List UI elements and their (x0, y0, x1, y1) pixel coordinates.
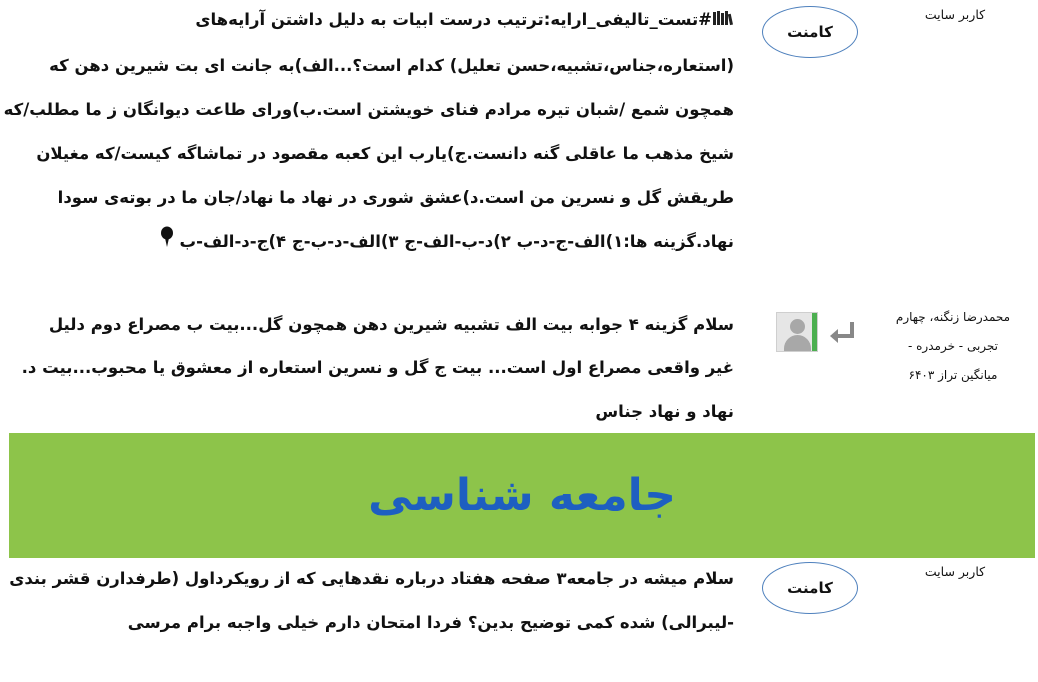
reply-arrow-icon (826, 318, 858, 346)
books-icon (712, 1, 734, 41)
post1-line-6 (22, 220, 734, 264)
post1-line-3: همچون شمع /شبان تیره مرادم فنای خویشتن است.ب)ورای طاعت دیوانگان ز ما مطلب/که (3, 100, 734, 119)
pushpin-icon (160, 221, 174, 265)
post1-line-4: شیخ مذهب ما عاقلی گنه دانست.ج)یارب این کعبه مقصود در تماشاگه کیست/که مغیلان (36, 144, 734, 163)
reply-author-name: محمدرضا زنگنه، چهارم (895, 310, 1011, 324)
post1-line-5: طریقش گل و نسرین من است.د)عشق شوری در نهاد ما نهاد/جان ما در بوته‌ی سودا (57, 188, 734, 207)
post1-line-2: (استعاره،جناس،تشبیه،حسن تعلیل) کدام است؟...الف)به جانت ای بت شیرین دهن که (49, 56, 734, 75)
post2-author[interactable]: کاربر سایت (924, 564, 986, 579)
post2-line-2: -لیبرالی) شده کمی توضیح بدین؟ فردا امتحان دارم خیلی واجبه برام مرسی (127, 613, 734, 632)
reply-text (22, 304, 734, 434)
post1-author[interactable]: کاربر سایت (924, 7, 986, 22)
post2-text (9, 557, 734, 645)
reply-line-1: سلام گزینه ۴ جوابه بیت الف تشبیه شیرین دهن همچون گل...بیت ب مصراع دوم دلیل (48, 315, 734, 334)
section-banner (9, 433, 1035, 558)
post1-text (3, 0, 734, 264)
reply-line-3: نهاد و نهاد جناس (595, 402, 734, 421)
reply-author[interactable] (878, 303, 1028, 390)
banner-title: جامعه شناسی (368, 470, 676, 521)
post1-line-1 (22, 0, 734, 44)
post2-comment-badge[interactable]: کامنت (762, 562, 858, 614)
reply-line-2: غیر واقعی مصراع اول است... بیت ج گل و نسرین استعاره از معشوق یا محبوب...بیت د. (21, 358, 734, 377)
post1-comment-badge[interactable]: کامنت (762, 6, 858, 58)
post1-line-1-text: #تست_تالیفی_ارایه:ترتیب درست ابیات به دلیل داشتن آرایه‌های (195, 10, 712, 29)
reply-author-score: میانگین تراز ۶۴۰۳ (908, 368, 998, 382)
post2-line-1: سلام میشه در جامعه۳ صفحه هفتاد درباره نقدهایی که از رویکرداول (طرفدارن قشر بندی (9, 569, 734, 588)
post1-line-6-text: نهاد.گزینه ها:۱)الف-ج-د-ب ۲)د-ب-الف-ج ۳)الف-د-ب-ج ۴)ج-د-الف-ب (179, 232, 734, 251)
user-avatar-icon[interactable] (776, 312, 818, 352)
reply-author-info: تجربی - خرمدره - (908, 339, 998, 353)
